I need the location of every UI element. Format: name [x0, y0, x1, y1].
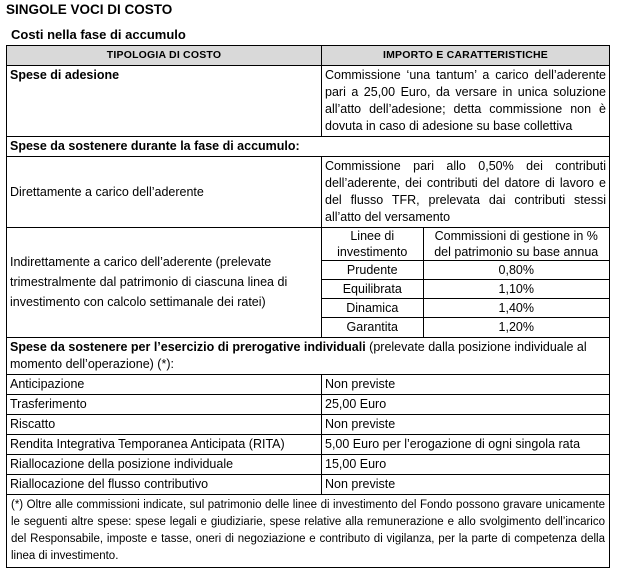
item-value: Non previste [322, 374, 610, 394]
diretti-value: Commissione pari allo 0,50% dei contributi dell’aderente, dei contributi del datore di lavoro e del flusso TFR, prelevata dai contributi stessi all’atto del versamento [322, 157, 610, 228]
linea-name: Dinamica [322, 299, 423, 318]
footnote: (*) Oltre alle commissioni indicate, sul patrimonio delle linee di investimento del Fondo possono gravare unicamente le seguenti altre spese: spese legali e giudiziarie, spese relative alla remunerazione e allo svolgimento dell’incarico del Responsabile, imposte e tasse, oneri di negoziazione e contributo di vigilanza, per la parte di competenza della linea di investimento. [7, 494, 610, 567]
row-adesione [7, 66, 610, 137]
table-row [7, 394, 610, 414]
header-linee: Linee di investimento [322, 228, 423, 261]
commissioni-header-row [322, 228, 609, 261]
linea-name: Prudente [322, 261, 423, 280]
prerogative-heading [7, 337, 610, 374]
item-label: Riallocazione del flusso contributivo [7, 474, 322, 494]
row-indiretti [7, 228, 610, 338]
accumulo-section-label: Spese da sostenere durante la fase di accumulo: [7, 137, 610, 157]
table-row [322, 280, 609, 299]
linea-commissione: 1,20% [423, 318, 609, 337]
row-diretti [7, 157, 610, 228]
item-value: Non previste [322, 414, 610, 434]
item-label: Rendita Integrativa Temporanea Anticipata (RITA) [7, 434, 322, 454]
prerogative-normal: (prelevate dalla posizione individuale al momento dell’operazione) (*): [10, 339, 587, 371]
table-row [322, 261, 609, 280]
header-tipologia: TIPOLOGIA DI COSTO [7, 46, 322, 66]
commissioni-table [322, 228, 609, 337]
linea-name: Equilibrata [322, 280, 423, 299]
subsection-title: Costi nella fase di accumulo [11, 27, 186, 42]
table-row [7, 434, 610, 454]
row-note [7, 494, 610, 567]
item-value: 5,00 Euro per l’erogazione di ogni singola rata [322, 434, 610, 454]
header-commissioni: Commissioni di gestione in % del patrimonio su base annua [423, 228, 609, 261]
item-value: 25,00 Euro [322, 394, 610, 414]
item-label: Riscatto [7, 414, 322, 434]
adesione-value: Commissione ‘una tantum’ a carico dell’aderente pari a 25,00 Euro, da versare in unica soluzione all’atto dell’adesione; detta commissione non è dovuta in caso di adesione su base collettiva [322, 66, 610, 137]
table-row [7, 474, 610, 494]
table-row [322, 318, 609, 337]
table-row [7, 454, 610, 474]
linea-commissione: 1,10% [423, 280, 609, 299]
linea-commissione: 0,80% [423, 261, 609, 280]
row-accumulo-section [7, 137, 610, 157]
header-importo: IMPORTO E CARATTERISTICHE [322, 46, 610, 66]
item-label: Riallocazione della posizione individuale [7, 454, 322, 474]
prerogative-bold: Spese da sostenere per l’esercizio di prerogative individuali [10, 339, 366, 354]
diretti-label: Direttamente a carico dell’aderente [7, 157, 322, 228]
item-value: 15,00 Euro [322, 454, 610, 474]
item-value: Non previste [322, 474, 610, 494]
item-label: Anticipazione [7, 374, 322, 394]
section-title: SINGOLE VOCI DI COSTO [6, 2, 173, 17]
row-prerogative [7, 337, 610, 374]
indiretti-label: Indirettamente a carico dell’aderente (prelevate trimestralmente dal patrimonio di ciascuna linea di investimento con calcolo settimanale dei ratei) [7, 228, 322, 338]
linea-commissione: 1,40% [423, 299, 609, 318]
table-header [7, 46, 610, 66]
item-label: Trasferimento [7, 394, 322, 414]
costs-table [6, 45, 610, 568]
adesione-label: Spese di adesione [7, 66, 322, 137]
linea-name: Garantita [322, 318, 423, 337]
table-row [7, 414, 610, 434]
table-row [7, 374, 610, 394]
table-row [322, 299, 609, 318]
